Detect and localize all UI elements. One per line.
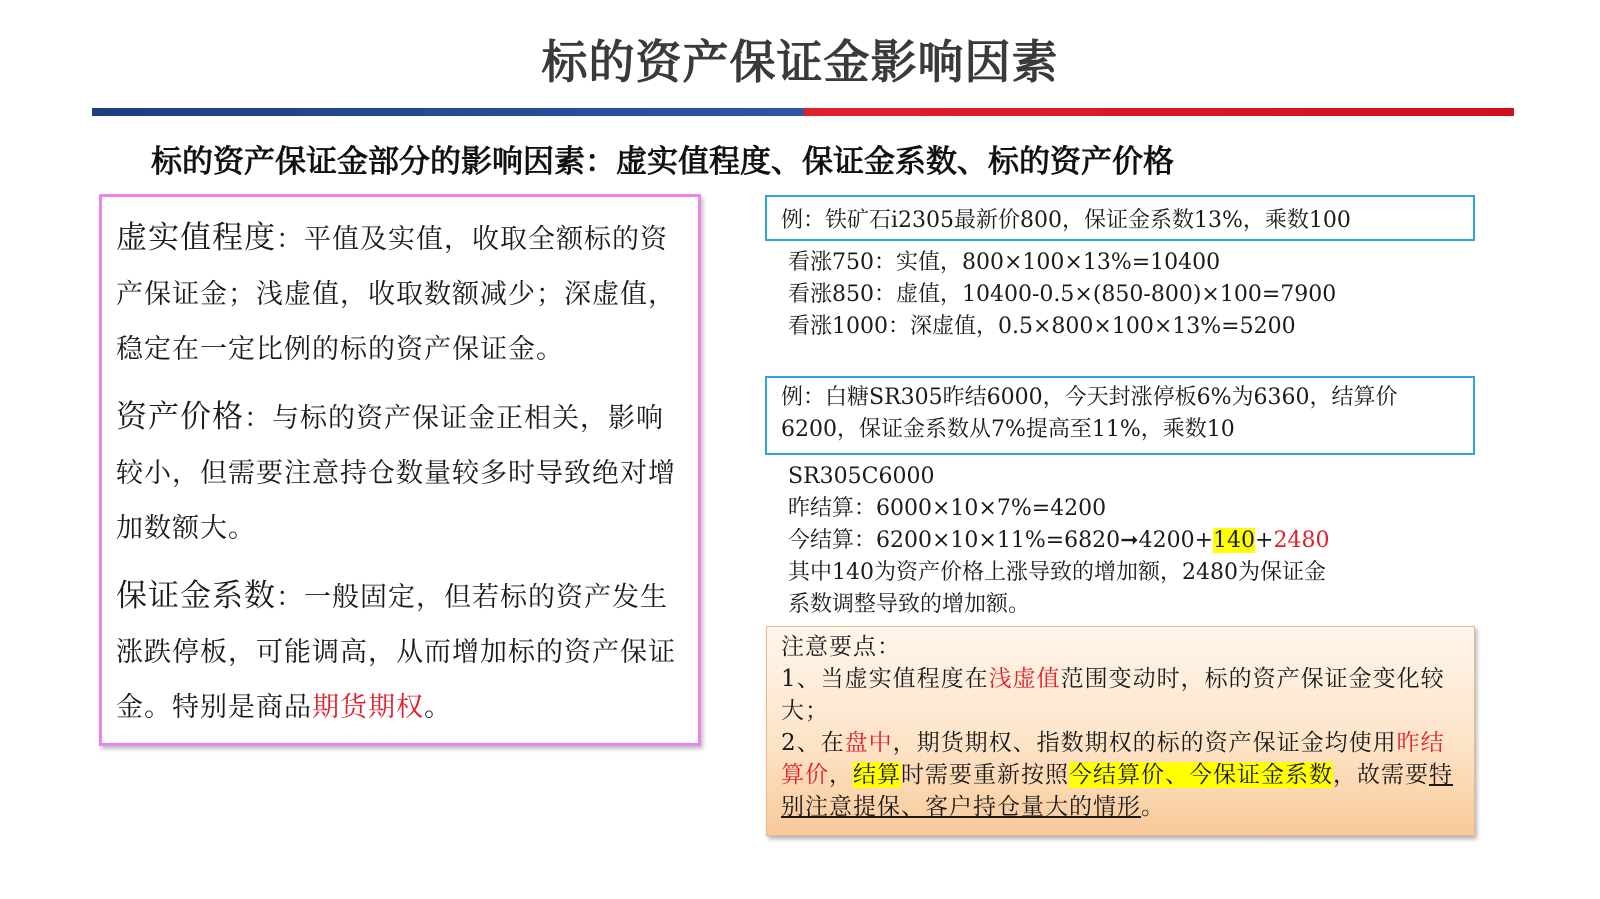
calc-text: +: [1255, 528, 1274, 553]
calc-line: 看涨1000：深虚值，0.5×800×100×13%=5200: [788, 314, 1296, 339]
calc-line: 其中140为资产价格上涨导致的增加额，2480为保证金: [788, 560, 1326, 585]
note-text: ，: [829, 762, 853, 788]
example-iron-ore-box: 例：铁矿石i2305最新价800，保证金系数13%，乘数100: [765, 195, 1475, 241]
note-item-2: [781, 727, 1460, 823]
factor-coefficient-end: 。: [424, 692, 452, 723]
title-rule-blue: [92, 108, 804, 116]
note-highlight: 结算: [853, 762, 901, 788]
slide-subtitle: 标的资产保证金部分的影响因素：虚实值程度、保证金系数、标的资产价格: [151, 144, 1174, 180]
example-iron-ore-calc: [788, 247, 1336, 343]
factor-price-heading: 资产价格: [116, 399, 244, 435]
note-text: 时需要重新按照: [901, 762, 1069, 788]
example-sugar-calc: [788, 461, 1329, 621]
calc-red-value: 2480: [1273, 528, 1330, 553]
note-highlight: 今结算价、今保证金系数: [1069, 762, 1333, 788]
title-rule-red: [804, 108, 1514, 116]
calc-text: 今结算：6200×10×11%=6820➞4200+: [788, 528, 1214, 553]
calc-highlight: 140: [1213, 528, 1256, 553]
calc-line: SR305C6000: [788, 464, 935, 489]
note-text: 范围变动时，标的资产保证金变化较大；: [781, 666, 1445, 724]
note-underline: 特别注意提保、客户持仓量大的情形: [781, 762, 1453, 820]
factor-price-text: ：与标的资产保证金正相关，影响较小，但需要注意持仓数量较多时导致绝对增加数额大。: [116, 403, 676, 544]
note-text: ，故需要: [1333, 762, 1429, 788]
calc-line: 系数调整导致的增加额。: [788, 592, 1031, 617]
note-item-1: [781, 663, 1460, 727]
calc-line: 看涨750：实值，800×100×13%=10400: [788, 250, 1221, 275]
factor-coefficient-heading: 保证金系数: [116, 578, 276, 614]
factor-price: [116, 390, 684, 556]
note-red-text: 浅虚值: [988, 666, 1061, 692]
factor-moneyness-heading: 虚实值程度: [116, 220, 276, 256]
calc-line: [788, 525, 1329, 557]
calc-line: 昨结算：6000×10×7%=4200: [788, 496, 1107, 521]
example-sugar-line: 6200，保证金系数从7%提高至11%，乘数10: [781, 417, 1235, 442]
factor-coefficient-red-text: 期货期权: [312, 692, 424, 723]
note-text: 。: [1141, 794, 1165, 820]
factor-coefficient-text: ：一般固定，但若标的资产发生涨跌停板，可能调高，从而增加标的资产保证金。特别是商品: [116, 582, 676, 723]
factor-moneyness: [116, 211, 684, 377]
factor-moneyness-text: ：平值及实值，收取全额标的资产保证金；浅虚值，收取数额减少；深虚值，稳定在一定比例的标的资产保证金。: [116, 224, 676, 365]
notes-box: [766, 626, 1475, 836]
note-red-text: 盘中: [844, 730, 893, 756]
notes-heading: 注意要点：: [781, 634, 901, 660]
note-text: 2、在: [781, 730, 845, 756]
example-sugar-box: [765, 376, 1475, 455]
example-sugar-line: 例：白糖SR305昨结6000，今天封涨停板6%为6360，结算价: [781, 385, 1398, 410]
calc-line: 看涨850：虚值，10400-0.5×(850-800)×100=7900: [788, 282, 1337, 307]
factors-panel: [99, 194, 701, 746]
note-text: 1、当虚实值程度在: [781, 666, 989, 692]
note-red-text: 昨结算价: [781, 730, 1445, 788]
note-text: ，期货期权、指数期权的标的资产保证金均使用: [892, 730, 1397, 756]
factor-margin-coefficient: [116, 569, 684, 735]
slide-title: 标的资产保证金影响因素: [541, 35, 1059, 89]
